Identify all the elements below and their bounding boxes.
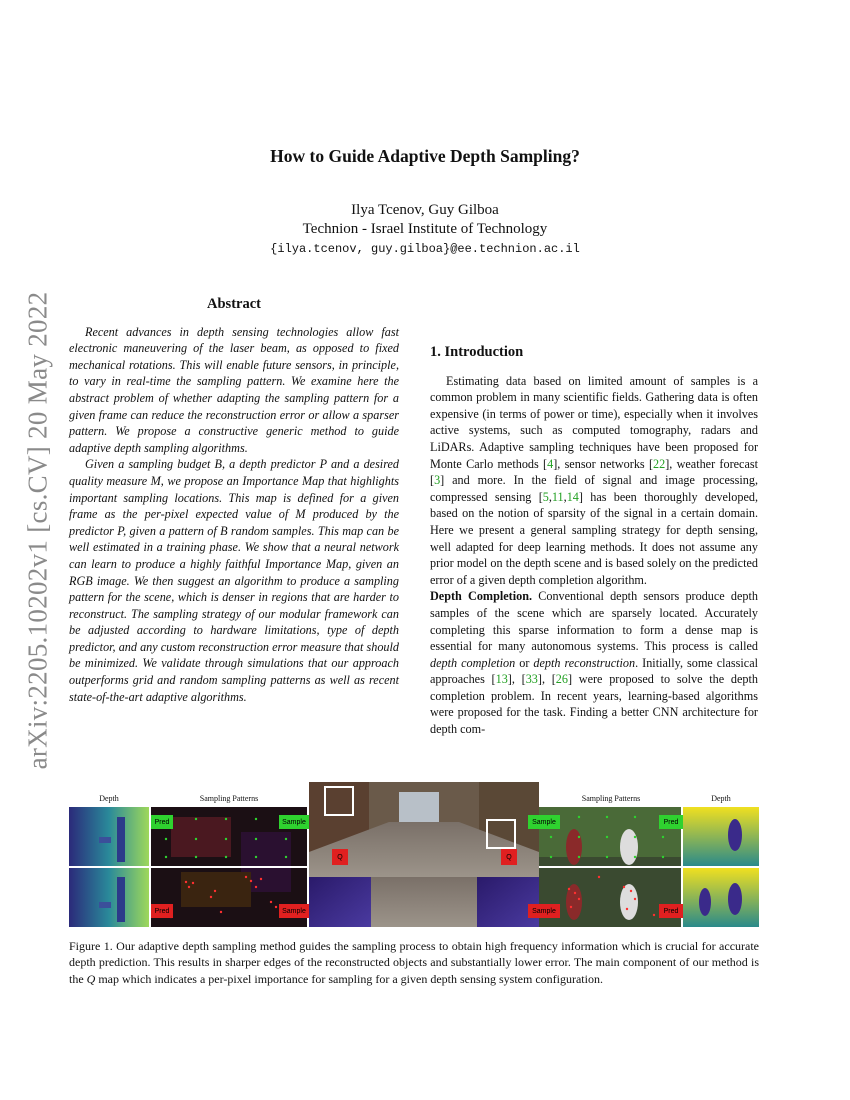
citation-link[interactable]: 11 [551, 489, 564, 504]
pred-arrow-right-bottom: Pred [659, 904, 683, 918]
citation-link[interactable]: 26 [555, 672, 568, 687]
abstract-section [69, 296, 399, 705]
pred-arrow-left-top: Pred [151, 815, 173, 829]
q-arrow-right: Q [501, 849, 517, 865]
pred-arrow-right-top: Pred [659, 815, 683, 829]
q-arrow-left: Q [332, 849, 348, 865]
citation-link[interactable]: 22 [653, 456, 666, 471]
sample-arrow-left-bottom: Sample [279, 904, 309, 918]
introduction-section [430, 344, 758, 738]
citation-link[interactable]: 14 [566, 489, 579, 504]
intro-paragraph-1: Estimating data based on limited amount of samples is a common problem in many scientific fields. Gathering data is often expensive (in terms of power or time), especially when it involves active systems, such as computed tomography, radars and LiDARs. Adaptive sampling techniques have been proposed for Monte Carlo methods [4], sensor networks [22], weather forecast [3] and more. In the field of signal and image processing, compressed sensing [5,11,14] has been thoroughly developed, based on the notion of sparsity of the signal in a certain domain. Here we present a general sampling strategy for depth sensing, well adapted for deep learning methods. It does not assume any prior model on the depth scene and is based solely on the predicted error of a given depth completion algorithm. [430, 373, 758, 587]
depth-map-left [69, 807, 149, 927]
abstract-paragraph-2: Given a sampling budget B, a depth predictor P and a desired quality measure M, we propose an Importance Map that highlights important sampling locations. This map is defined for a given frame as the per-pixel expected value of M produced by the predictor P, given a pattern of B random samples. This map can be well estimated in a training phase. We show that a neural network can learn to produce a highly faithful Importance Map, given an RGB image. We then suggest an algorithm to produce a sampling pattern for the scene, which is denser in regions that are harder to reconstruct. The sampling strategy of our modular framework can be adjusted according to hardware limitations, type of depth predictor, and any custom reconstruction error measure that should be minimized. We validate through simulations that our approach outperforms grid and random sampling patterns as well as recent state-of-the-art adaptive algorithms. [69, 457, 399, 704]
figure-label-patterns-left: Sampling Patterns [199, 794, 259, 803]
figure-caption: Figure 1. Our adaptive depth sampling method guides the sampling process to obtain high frequency information which is crucial for accurate depth prediction. This results in sharper edges of the reconstructed objects and substantially lower error. The main component of our method is the Q map which indicates a per-pixel importance for sampling for a given depth sensing system configuration. [69, 939, 759, 986]
abstract-heading: Abstract [207, 296, 261, 312]
citation-link[interactable]: 3 [434, 473, 441, 488]
sample-arrow-left-top: Sample [279, 815, 309, 829]
figure-label-depth-right: Depth [711, 794, 731, 803]
figure-label-depth-left: Depth [99, 794, 119, 803]
sample-arrow-right-bottom: Sample [528, 904, 560, 918]
paper-title: How to Guide Adaptive Depth Sampling? [270, 146, 580, 166]
arxiv-stamp-text: arXiv:2205.10202v1 [cs.CV] 20 May 2022 [22, 291, 53, 769]
paper-email: {ilya.tcenov, guy.gilboa}@ee.technion.ac.il [270, 242, 580, 256]
depth-completion-runhead: Depth Completion. [430, 589, 533, 604]
citation-link[interactable]: 13 [495, 672, 508, 687]
arxiv-side-stamp [14, 280, 62, 780]
figure-1 [69, 782, 759, 928]
pred-arrow-left-bottom: Pred [151, 904, 173, 918]
figure-label-patterns-right: Sampling Patterns [581, 794, 641, 803]
sample-arrow-right-top: Sample [528, 815, 560, 829]
abstract-paragraph-1: Recent advances in depth sensing technologies allow fast electronic maneuvering of the laser beam, as opposed to fixed mechanical rotations. This will enable future sensors, in principle, to vary in real-time the sampling pattern. We examine here the abstract problem of whether adapting the sampling pattern for a given frame can reduce the reconstruction error or allow a sparser pattern. We propose a constructive generic method to guide adaptive depth sampling algorithms. [69, 324, 399, 455]
depth-map-right [683, 807, 759, 927]
citation-link[interactable]: 5 [542, 489, 549, 504]
introduction-heading: 1. Introduction [430, 344, 524, 360]
citation-link[interactable]: 4 [547, 456, 554, 471]
paper-authors: Ilya Tcenov, Guy Gilboa [351, 202, 499, 218]
paper-affiliation: Technion - Israel Institute of Technology [302, 221, 548, 237]
citation-link[interactable]: 33 [525, 672, 538, 687]
intro-paragraph-2: Depth Completion. Conventional depth sensors produce depth samples of the scene which are sparsely located. Accurately completing this sparse information to form a dense map is essential for many autonomous systems. This process is called depth completion or depth reconstruction. Initially, some classical approaches [13], [33], [26] were proposed to solve the depth completion problem. In recent years, learning-based algorithms were proposed for the task. Finding a better CNN architecture for depth com- [430, 589, 758, 737]
